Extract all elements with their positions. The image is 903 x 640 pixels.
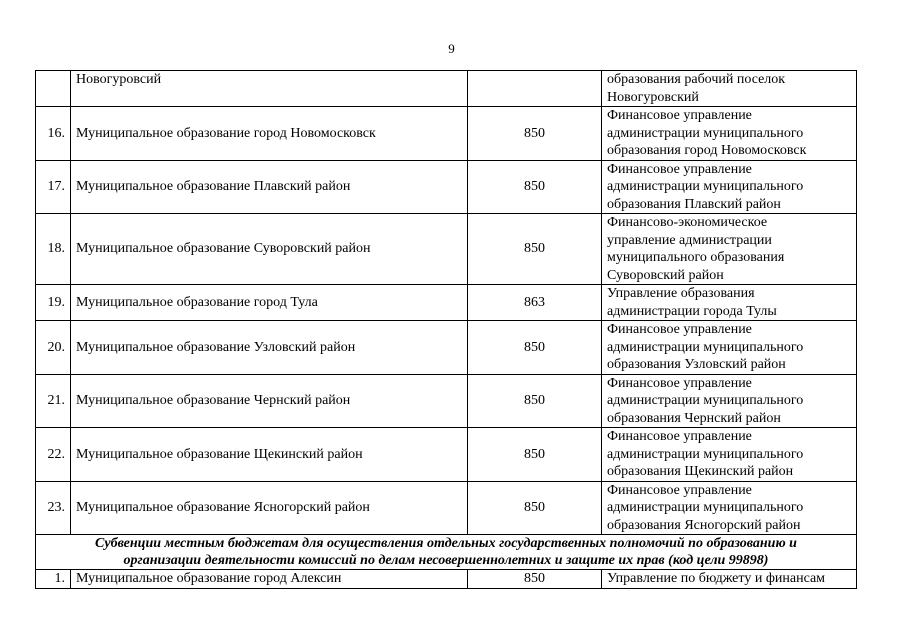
authority-line: Новогуровский	[607, 89, 699, 105]
authority-line: Суворовский район	[607, 267, 724, 283]
row-number	[36, 71, 71, 107]
table-row	[36, 160, 857, 214]
row-number: 21.	[36, 374, 71, 428]
table-row	[36, 374, 857, 428]
authority-line: администрации муниципального	[607, 125, 804, 141]
authority-line: Финансовое управление	[607, 482, 752, 498]
section-heading-row	[36, 535, 857, 570]
authority-cell	[602, 214, 857, 285]
municipality-name: Муниципальное образование Ясногорский район	[71, 481, 468, 535]
table-row	[36, 285, 857, 321]
authority-line: образования Чернский район	[607, 410, 781, 426]
authority-cell	[602, 160, 857, 214]
row-number: 16.	[36, 107, 71, 161]
section-heading-line: организации деятельности комиссий по делам несовершеннолетних и защите их прав (код цели 99898)	[123, 553, 769, 568]
row-number: 1.	[36, 570, 71, 589]
table-row	[36, 214, 857, 285]
authority-line: Управление образования	[607, 286, 755, 301]
authority-cell	[602, 107, 857, 161]
municipality-name: Муниципальное образование Щекинский район	[71, 428, 468, 482]
municipality-name: Муниципальное образование город Алексин	[71, 570, 468, 589]
authority-line: Финансовое управление	[607, 161, 752, 177]
municipality-name: Муниципальное образование Суворовский район	[71, 214, 468, 285]
municipality-name: Муниципальное образование город Тула	[71, 285, 468, 321]
authority-cell	[602, 321, 857, 375]
authority-line: администрации муниципального	[607, 393, 804, 408]
authority-line: администрации муниципального	[607, 500, 804, 515]
row-number: 22.	[36, 428, 71, 482]
authority-line: Финансовое управление	[607, 322, 752, 337]
row-number: 20.	[36, 321, 71, 375]
municipality-name: Муниципальное образование Узловский район	[71, 321, 468, 375]
municipality-name: Муниципальное образование Чернский район	[71, 374, 468, 428]
section-heading-line: Субвенции местным бюджетам для осуществления отдельных государственных полномочий по образованию и	[95, 536, 797, 551]
municipality-name: Муниципальное образование город Новомосковск	[71, 107, 468, 161]
authority-line: администрации муниципального	[607, 339, 804, 355]
authority-cell	[602, 570, 857, 589]
authority-line: управление администрации	[607, 232, 772, 248]
authority-cell	[602, 481, 857, 535]
authority-line: Финансовое управление	[607, 108, 752, 123]
budget-code: 850	[468, 321, 602, 375]
authority-line: образования город Новомосковск	[607, 143, 807, 158]
table-row	[36, 107, 857, 161]
authority-line: Финансовое управление	[607, 375, 752, 391]
authority-line: муниципального образования	[607, 250, 785, 265]
budget-code: 850	[468, 570, 602, 589]
authority-line: образования Узловский район	[607, 357, 786, 372]
row-number: 17.	[36, 160, 71, 214]
budget-code: 850	[468, 214, 602, 285]
authority-line: образования Плавский район	[607, 196, 781, 212]
budget-code: 850	[468, 160, 602, 214]
allocation-table	[35, 70, 857, 589]
authority-line: Управление по бюджету и финансам	[607, 571, 826, 586]
budget-code: 863	[468, 285, 602, 321]
page-number: 9	[448, 41, 455, 56]
row-number: 23.	[36, 481, 71, 535]
budget-code	[468, 71, 602, 107]
authority-cell	[602, 428, 857, 482]
budget-code: 850	[468, 481, 602, 535]
municipality-name: Новогуровсий	[71, 71, 468, 107]
authority-line: администрации города Тулы	[607, 303, 777, 319]
authority-line: администрации муниципального	[607, 446, 804, 462]
budget-code: 850	[468, 107, 602, 161]
authority-cell	[602, 285, 857, 321]
authority-cell	[602, 374, 857, 428]
budget-code: 850	[468, 374, 602, 428]
authority-cell	[602, 71, 857, 107]
table-row	[36, 570, 857, 589]
table-row	[36, 321, 857, 375]
table-row	[36, 71, 857, 107]
authority-line: образования Ясногорский район	[607, 517, 801, 533]
authority-line: образования рабочий поселок	[607, 72, 786, 87]
authority-line: Финансовое управление	[607, 429, 752, 444]
authority-line: образования Щекинский район	[607, 464, 794, 479]
table-row	[36, 428, 857, 482]
authority-line: Финансово-экономическое	[607, 215, 768, 230]
section-heading	[36, 535, 857, 570]
row-number: 18.	[36, 214, 71, 285]
table-row	[36, 481, 857, 535]
authority-line: администрации муниципального	[607, 179, 804, 194]
row-number: 19.	[36, 285, 71, 321]
municipality-name: Муниципальное образование Плавский район	[71, 160, 468, 214]
budget-code: 850	[468, 428, 602, 482]
